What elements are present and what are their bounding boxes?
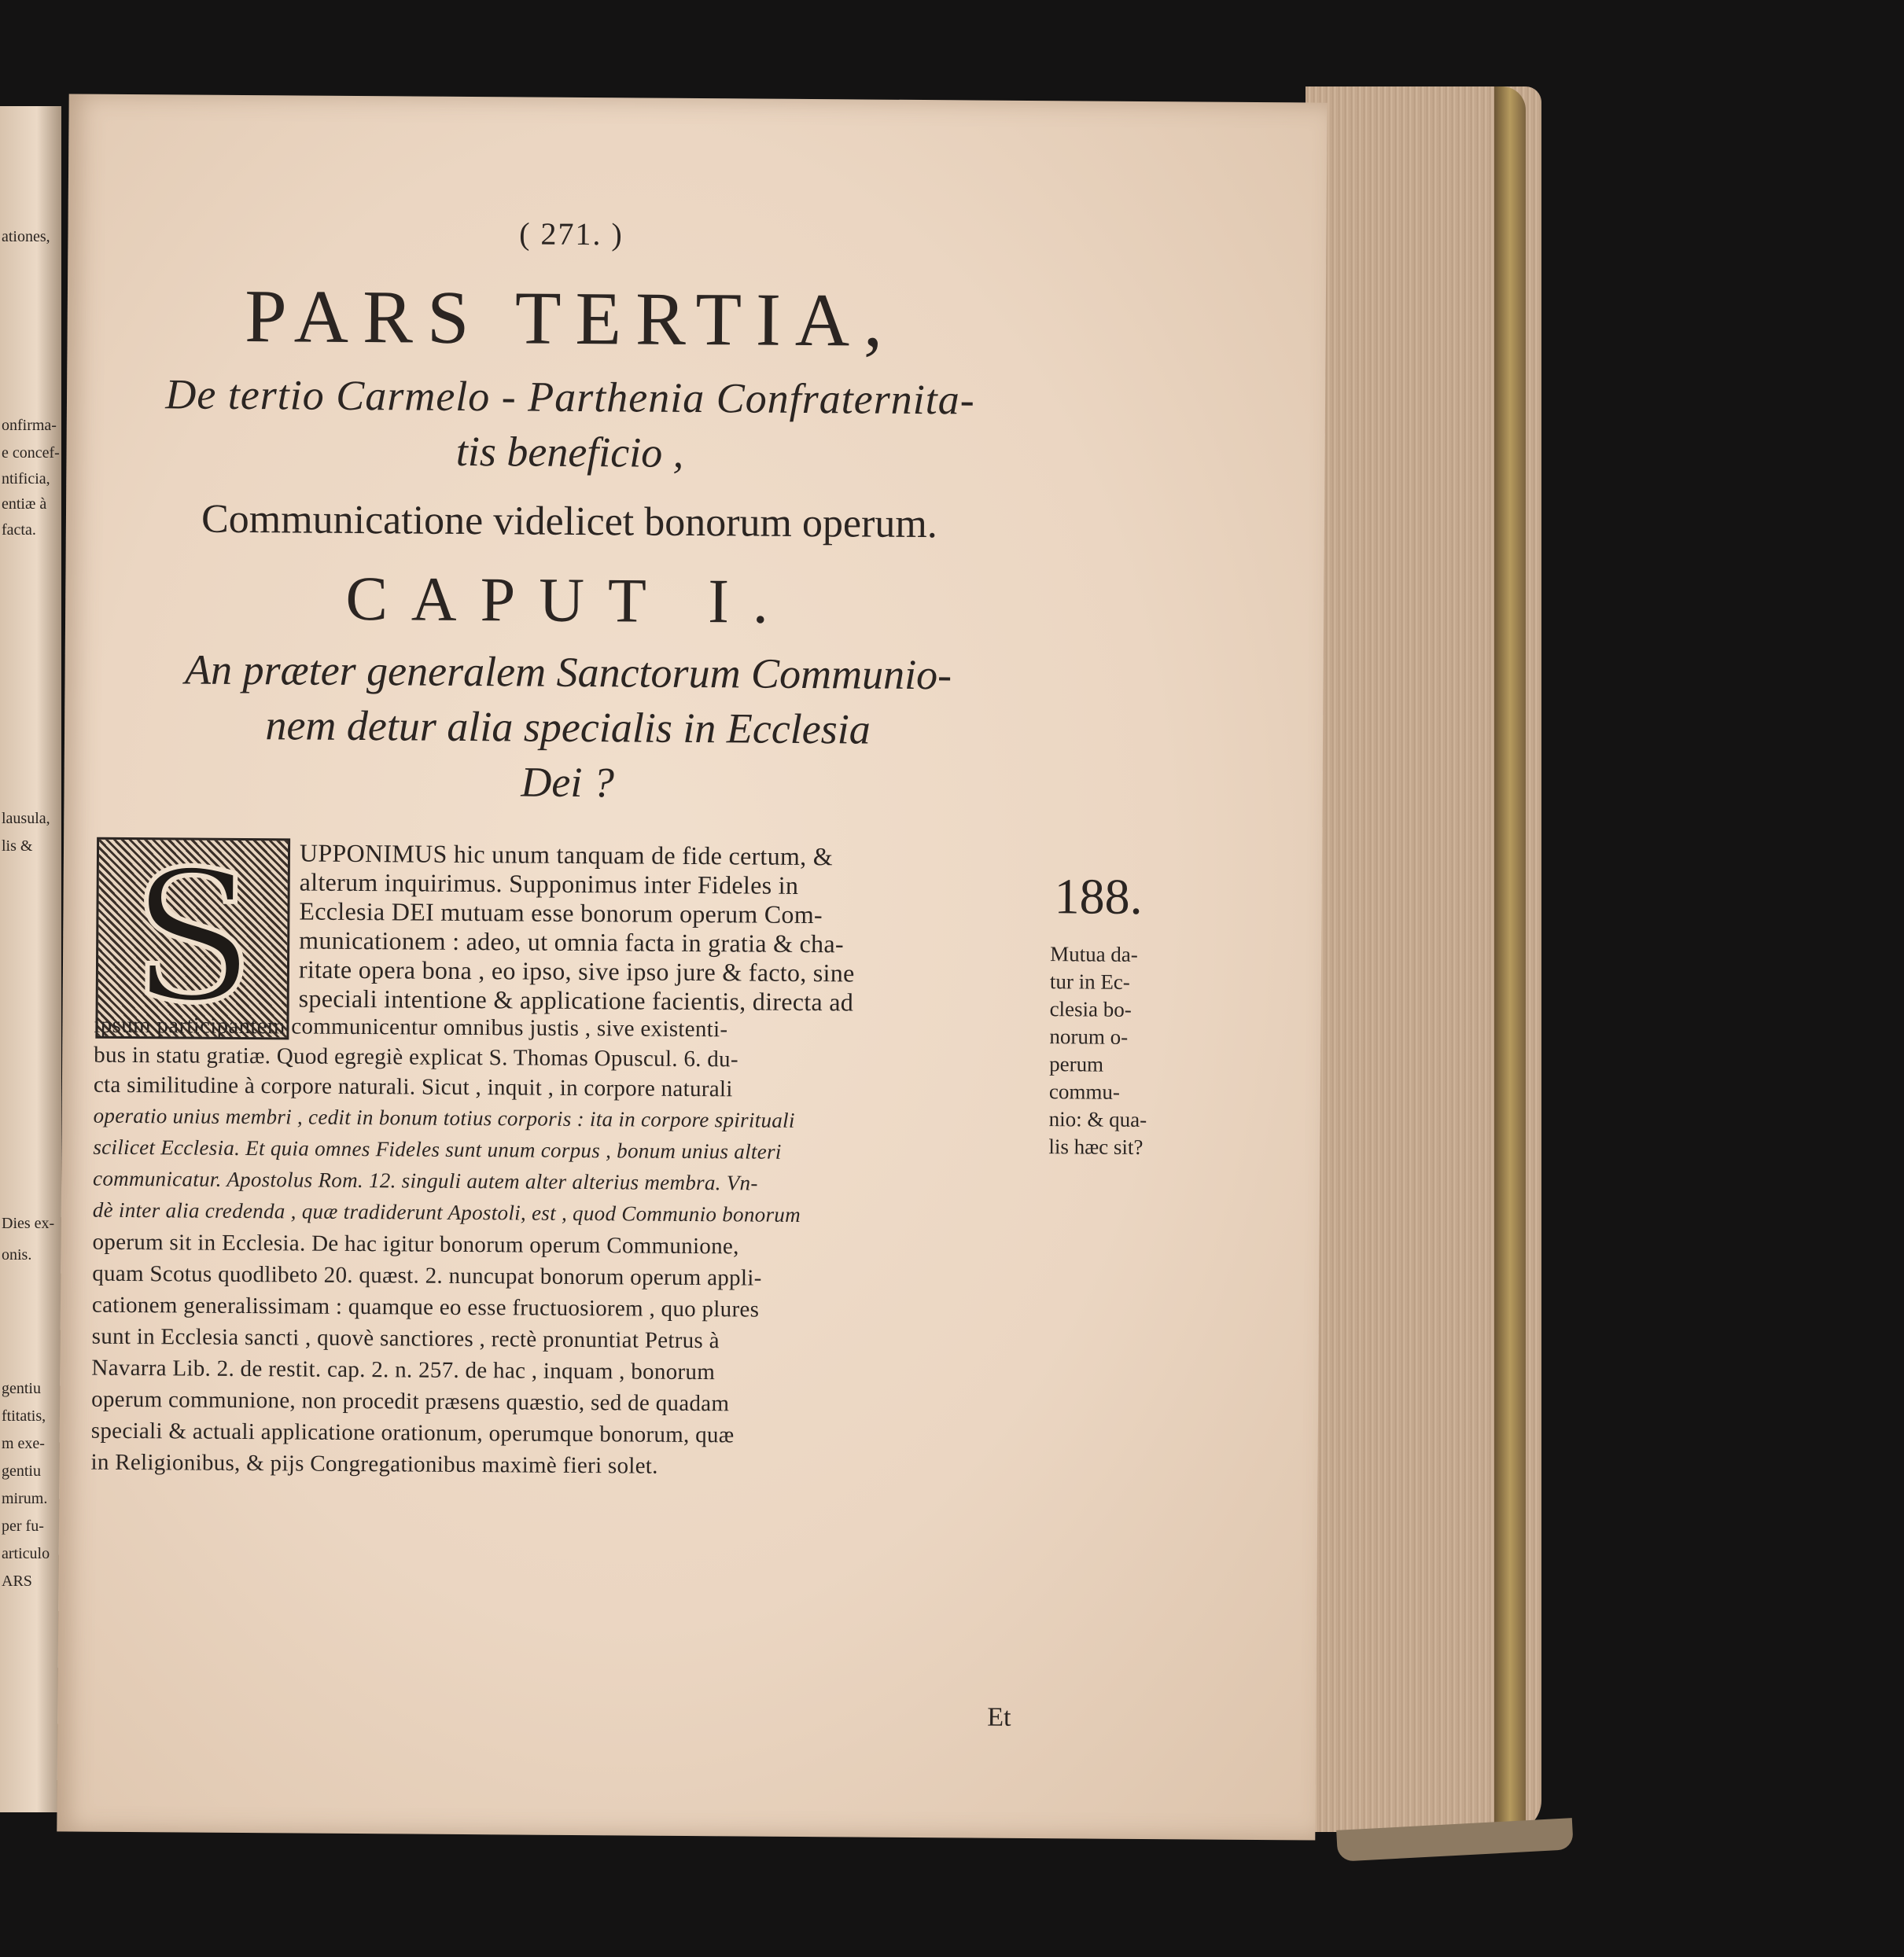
book-cover-spine [1494, 86, 1526, 1848]
left-text: entiæ à [2, 495, 47, 513]
body-line: speciali intentione & applicatione facientis, directa ad [298, 984, 854, 1017]
left-page-fragment [0, 106, 61, 1812]
question-line-1: An præter generalem Sanctorum Communio- [184, 646, 952, 699]
subtitle-line-1: De tertio Carmelo - Parthenia Confraternita- [165, 370, 975, 424]
left-text: onis. [2, 1246, 32, 1264]
question-line-3: Dei ? [521, 758, 615, 807]
margin-note-line: nio: & qua- [1048, 1107, 1147, 1132]
body-line: quam Scotus quodlibeto 20. quæst. 2. nuncupat bonorum operum appli- [92, 1260, 762, 1291]
left-text: ARS [2, 1573, 32, 1590]
part-title: PARS TERTIA, [244, 274, 897, 362]
subtitle-line-2: tis beneficio , [455, 427, 684, 476]
body-line: UPPONIMUS hic unum tanquam de fide certum, & [299, 838, 834, 871]
body-line: ritate opera bona , eo ipso, sive ipso jure & facto, sine [298, 955, 855, 988]
subtitle-plain: Communicatione videlicet bonorum operum. [201, 496, 938, 547]
left-text: ationes, [2, 228, 50, 245]
margin-note-line: perum [1049, 1052, 1104, 1076]
left-text: onfirma- [2, 417, 57, 434]
margin-note-line: norum o- [1049, 1024, 1129, 1049]
body-line: ipsum participantem communicentur omnibus justis , sive existenti- [94, 1012, 728, 1043]
left-text: mirum. [2, 1490, 48, 1507]
left-text: gentiu [2, 1462, 41, 1480]
chapter-heading: CAPUT I. [345, 564, 793, 637]
left-text: gentiu [2, 1380, 41, 1397]
body-line: alterum inquirimus. Supponimus inter Fideles in [299, 867, 799, 899]
body-line: Navarra Lib. 2. de restit. cap. 2. n. 257. de hac , inquam , bonorum [91, 1355, 716, 1385]
body-line: cationem generalissimam : quamque eo esse fructuosiorem , quo plures [91, 1292, 760, 1322]
left-text: m exe- [2, 1435, 45, 1452]
left-text: Dies ex- [2, 1215, 55, 1232]
body-line: municationem : adeo, ut omnia facta in gratia & cha- [299, 925, 845, 958]
body-line: operatio unius membri , cedit in bonum totius corporis : ita in corpore spirituali [93, 1103, 795, 1132]
left-text: ftitatis, [2, 1407, 46, 1425]
margin-note-line: lis hæc sit? [1048, 1135, 1144, 1160]
left-text: lausula, [2, 810, 50, 827]
page-number: ( 271. ) [519, 215, 624, 252]
left-text: facta. [2, 521, 36, 539]
body-line: communicatur. Apostolus Rom. 12. singuli autem alter alterius membra. Vn- [93, 1166, 758, 1195]
body-line: sunt in Ecclesia sancti , quovè sanctiores , rectè pronuntiat Petrus à [91, 1323, 720, 1354]
margin-note-line: commu- [1048, 1080, 1120, 1104]
ornamental-drop-cap [95, 833, 290, 1044]
body-line: in Religionibus, & pijs Congregationibus maximè fieri solet. [90, 1449, 658, 1479]
body-line: Ecclesia DEI mutuam esse bonorum operum Com- [299, 896, 823, 929]
body-line: scilicet Ecclesia. Et quia omnes Fideles sunt unum corpus , bonum unius alteri [93, 1135, 782, 1164]
question-line-2: nem detur alia specialis in Ecclesia [265, 701, 871, 753]
left-text: e concef- [2, 444, 60, 462]
drop-cap-letter: S [130, 833, 256, 1044]
body-line: operum sit in Ecclesia. De hac igitur bonorum operum Communione, [92, 1229, 739, 1260]
margin-note-line: Mutua da- [1050, 942, 1138, 966]
left-text: per fu- [2, 1517, 44, 1535]
left-text: lis & [2, 837, 33, 855]
body-line: bus in statu gratiæ. Quod egregiè explicat S. Thomas Opuscul. 6. du- [94, 1042, 738, 1072]
left-text: ntificia, [2, 470, 50, 487]
margin-note-line: tur in Ec- [1049, 969, 1130, 994]
body-line: operum communione, non procedit præsens quæstio, sed de quadam [91, 1386, 730, 1417]
margin-note-line: clesia bo- [1049, 997, 1132, 1021]
left-text: articulo [2, 1545, 50, 1562]
margin-paragraph-number: 188. [1054, 868, 1143, 925]
catchword: Et [987, 1702, 1011, 1732]
body-line: dè inter alia credenda , quæ tradiderunt Apostoli, est , quod Communio bonorum [92, 1197, 801, 1227]
body-line: cta similitudine à corpore naturali. Sicut , inquit , in corpore naturali [93, 1072, 733, 1102]
book-page [57, 94, 1327, 1840]
body-line: speciali & actuali applicatione orationum, operumque bonorum, quæ [90, 1418, 735, 1448]
